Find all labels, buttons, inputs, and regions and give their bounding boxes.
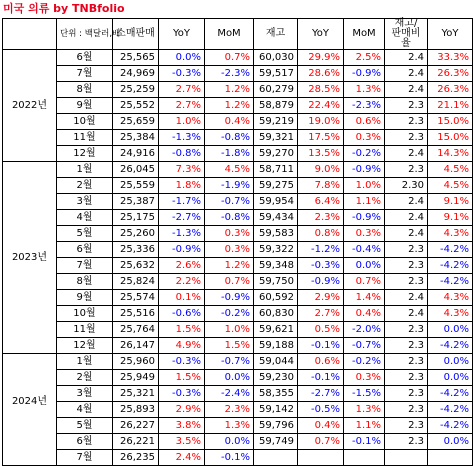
year-label: 2023년 xyxy=(3,162,57,354)
inventory-cell: 59,322 xyxy=(254,242,298,258)
inventory-yoy-cell xyxy=(298,450,344,466)
sales-yoy-cell: 2.7% xyxy=(159,82,205,98)
sales-mom-cell: -0.7% xyxy=(205,354,254,370)
inventory-yoy-cell: 29.9% xyxy=(298,50,344,66)
table-row xyxy=(3,322,473,338)
inv-sales-ratio-cell: 2.3 xyxy=(385,274,428,290)
table-row xyxy=(3,274,473,290)
table-row xyxy=(3,418,473,434)
sales-mom-cell: -1.9% xyxy=(205,178,254,194)
inventory-mom-cell: 1.1% xyxy=(344,194,385,210)
table-row xyxy=(3,354,473,370)
month-cell: 12월 xyxy=(57,146,113,162)
inventory-cell: 59,230 xyxy=(254,370,298,386)
retail-sales-cell: 25,387 xyxy=(113,194,159,210)
table-row xyxy=(3,114,473,130)
sales-mom-cell: 1.3% xyxy=(205,418,254,434)
inventory-cell: 58,711 xyxy=(254,162,298,178)
inventory-yoy-cell: 9.0% xyxy=(298,162,344,178)
sales-mom-cell: 4.5% xyxy=(205,162,254,178)
ratio-yoy-cell xyxy=(428,450,473,466)
table-row xyxy=(3,66,473,82)
inventory-yoy-cell: -1.2% xyxy=(298,242,344,258)
inventory-yoy-cell: 0.4% xyxy=(298,418,344,434)
sales-mom-cell: -0.8% xyxy=(205,210,254,226)
inv-sales-ratio-cell: 2.3 xyxy=(385,130,428,146)
year-header-cell xyxy=(3,19,57,50)
inventory-yoy-cell: 0.8% xyxy=(298,226,344,242)
retail-sales-header: 소매판매 xyxy=(113,19,159,50)
retail-sales-cell: 26,221 xyxy=(113,434,159,450)
inventory-yoy-cell: 0.5% xyxy=(298,322,344,338)
table-row xyxy=(3,98,473,114)
inv-sales-ratio-cell: 2.3 xyxy=(385,418,428,434)
month-cell: 8월 xyxy=(57,274,113,290)
inv-sales-ratio-cell: 2.4 xyxy=(385,194,428,210)
inventory-yoy-cell: -0.1% xyxy=(298,338,344,354)
inventory-mom-cell: -0.1% xyxy=(344,434,385,450)
month-cell: 12월 xyxy=(57,338,113,354)
sales-mom-cell: -0.2% xyxy=(205,306,254,322)
inventory-mom-cell: 1.0% xyxy=(344,178,385,194)
ratio-yoy-cell: 0.0% xyxy=(428,354,473,370)
inventory-yoy-cell: -0.9% xyxy=(298,274,344,290)
retail-sales-cell: 25,175 xyxy=(113,210,159,226)
table-row xyxy=(3,242,473,258)
retail-sales-cell: 25,321 xyxy=(113,386,159,402)
sales-mom-cell: 0.0% xyxy=(205,370,254,386)
inventory-cell: 60,592 xyxy=(254,290,298,306)
ratio-header-text: 재고/ 판매비율 xyxy=(391,18,421,49)
inv-sales-ratio-cell: 2.4 xyxy=(385,290,428,306)
sales-yoy-cell: 1.0% xyxy=(159,114,205,130)
inventory-mom-cell: -0.2% xyxy=(344,146,385,162)
inventory-mom-cell: -2.0% xyxy=(344,322,385,338)
sales-yoy-cell: -0.6% xyxy=(159,306,205,322)
retail-sales-cell: 26,227 xyxy=(113,418,159,434)
inv-sales-ratio-cell: 2.4 xyxy=(385,66,428,82)
table-row xyxy=(3,402,473,418)
table-row xyxy=(3,450,473,466)
month-cell: 7월 xyxy=(57,450,113,466)
table-row xyxy=(3,370,473,386)
inv-sales-ratio-cell: 2.3 xyxy=(385,258,428,274)
inventory-yoy-cell: -0.1% xyxy=(298,370,344,386)
sales-mom-cell: 1.2% xyxy=(205,82,254,98)
table-body xyxy=(3,50,473,466)
month-cell: 11월 xyxy=(57,130,113,146)
retail-sales-cell: 25,565 xyxy=(113,50,159,66)
inventory-mom-cell: 0.3% xyxy=(344,370,385,386)
ratio-yoy-cell: 0.0% xyxy=(428,370,473,386)
sales-yoy-cell: 0.0% xyxy=(159,50,205,66)
inv-sales-ratio-cell: 2.30 xyxy=(385,178,428,194)
ratio-yoy-cell: 9.1% xyxy=(428,194,473,210)
inventory-mom-cell: 1.4% xyxy=(344,290,385,306)
ratio-yoy-cell: 26.3% xyxy=(428,82,473,98)
sales-yoy-cell: -1.3% xyxy=(159,130,205,146)
ratio-yoy-cell: 14.3% xyxy=(428,146,473,162)
retail-sales-cell: 25,960 xyxy=(113,354,159,370)
inventory-cell: 59,044 xyxy=(254,354,298,370)
inv-sales-ratio-cell: 2.4 xyxy=(385,306,428,322)
sales-yoy-cell: -1.7% xyxy=(159,194,205,210)
ratio-yoy-cell: 9.1% xyxy=(428,210,473,226)
month-cell: 6월 xyxy=(57,434,113,450)
ratio-yoy-cell: 33.3% xyxy=(428,50,473,66)
inventory-mom-cell: 1.3% xyxy=(344,402,385,418)
month-cell: 10월 xyxy=(57,306,113,322)
inventory-yoy-cell: 7.8% xyxy=(298,178,344,194)
inv-sales-ratio-cell: 2.4 xyxy=(385,50,428,66)
table-row xyxy=(3,146,473,162)
sales-mom-cell: 1.2% xyxy=(205,258,254,274)
retail-sales-cell: 25,260 xyxy=(113,226,159,242)
table-header-row xyxy=(3,19,473,50)
sales-mom-cell: 0.3% xyxy=(205,242,254,258)
month-cell: 5월 xyxy=(57,226,113,242)
sales-yoy-cell: 1.5% xyxy=(159,322,205,338)
retail-sales-cell: 25,336 xyxy=(113,242,159,258)
table-row xyxy=(3,258,473,274)
inventory-yoy-cell: 17.5% xyxy=(298,130,344,146)
inventory-yoy-cell: 19.0% xyxy=(298,114,344,130)
sales-mom-header: MoM xyxy=(205,19,254,50)
inventory-cell: 59,954 xyxy=(254,194,298,210)
sales-yoy-cell: -0.3% xyxy=(159,354,205,370)
inventory-mom-cell: -0.2% xyxy=(344,354,385,370)
inventory-yoy-cell: 28.5% xyxy=(298,82,344,98)
sales-mom-cell: -1.8% xyxy=(205,146,254,162)
inventory-cell: 59,270 xyxy=(254,146,298,162)
ratio-yoy-cell: 4.5% xyxy=(428,162,473,178)
table-row xyxy=(3,82,473,98)
retail-sales-cell: 25,659 xyxy=(113,114,159,130)
sales-yoy-header: YoY xyxy=(159,19,205,50)
sales-yoy-cell: -2.7% xyxy=(159,210,205,226)
inv-sales-ratio-cell: 2.3 xyxy=(385,98,428,114)
inv-sales-ratio-cell: 2.3 xyxy=(385,354,428,370)
inventory-mom-cell: 2.5% xyxy=(344,50,385,66)
month-cell: 7월 xyxy=(57,258,113,274)
inventory-cell: 59,142 xyxy=(254,402,298,418)
sales-yoy-cell: 1.8% xyxy=(159,178,205,194)
retail-sales-cell: 25,516 xyxy=(113,306,159,322)
inventory-yoy-cell: 6.4% xyxy=(298,194,344,210)
sales-yoy-cell: 2.6% xyxy=(159,258,205,274)
inventory-mom-header: MoM xyxy=(344,19,385,50)
inventory-yoy-cell: 28.6% xyxy=(298,66,344,82)
ratio-yoy-cell: -4.2% xyxy=(428,386,473,402)
inventory-cell: 60,279 xyxy=(254,82,298,98)
inventory-cell: 60,830 xyxy=(254,306,298,322)
inventory-mom-cell: -1.5% xyxy=(344,386,385,402)
retail-sales-cell: 26,147 xyxy=(113,338,159,354)
unit-header: 단위 : 백달러,배 xyxy=(57,19,113,50)
sales-yoy-cell: 2.4% xyxy=(159,450,205,466)
sales-mom-cell: -0.8% xyxy=(205,130,254,146)
month-cell: 3월 xyxy=(57,386,113,402)
inventory-cell: 59,219 xyxy=(254,114,298,130)
ratio-yoy-header: YoY xyxy=(428,19,473,50)
sales-yoy-cell: 4.9% xyxy=(159,338,205,354)
inventory-cell: 59,796 xyxy=(254,418,298,434)
inventory-mom-cell: 0.6% xyxy=(344,114,385,130)
table-row xyxy=(3,130,473,146)
retail-sales-cell: 25,764 xyxy=(113,322,159,338)
retail-sales-cell: 25,949 xyxy=(113,370,159,386)
sales-yoy-cell: 2.2% xyxy=(159,274,205,290)
inventory-mom-cell: 0.0% xyxy=(344,258,385,274)
inventory-mom-cell: 1.1% xyxy=(344,418,385,434)
ratio-yoy-cell: -4.2% xyxy=(428,242,473,258)
inventory-cell: 59,750 xyxy=(254,274,298,290)
inv-sales-ratio-cell: 2.3 xyxy=(385,162,428,178)
inventory-mom-cell: 0.7% xyxy=(344,274,385,290)
retail-sales-cell: 25,559 xyxy=(113,178,159,194)
ratio-yoy-cell: -4.2% xyxy=(428,418,473,434)
inventory-cell: 59,621 xyxy=(254,322,298,338)
inv-sales-ratio-cell: 2.3 xyxy=(385,322,428,338)
retail-sales-cell: 25,574 xyxy=(113,290,159,306)
inventory-yoy-cell: -2.7% xyxy=(298,386,344,402)
inventory-mom-cell: -0.9% xyxy=(344,210,385,226)
table-row xyxy=(3,50,473,66)
inv-sales-ratio-cell: 2.3 xyxy=(385,386,428,402)
sales-mom-cell: -0.9% xyxy=(205,290,254,306)
retail-sales-cell: 25,552 xyxy=(113,98,159,114)
retail-sales-cell: 25,893 xyxy=(113,402,159,418)
month-cell: 9월 xyxy=(57,98,113,114)
sales-yoy-cell: 2.7% xyxy=(159,98,205,114)
sales-yoy-cell: -1.3% xyxy=(159,226,205,242)
table-row xyxy=(3,194,473,210)
ratio-yoy-cell: -4.2% xyxy=(428,338,473,354)
inventory-header: 재고 xyxy=(254,19,298,50)
month-cell: 6월 xyxy=(57,50,113,66)
sales-yoy-cell: 3.5% xyxy=(159,434,205,450)
retail-sales-cell: 24,969 xyxy=(113,66,159,82)
year-label: 2022년 xyxy=(3,50,57,162)
inventory-cell: 59,275 xyxy=(254,178,298,194)
inventory-cell: 60,030 xyxy=(254,50,298,66)
inventory-cell: 59,188 xyxy=(254,338,298,354)
sales-mom-cell: -0.7% xyxy=(205,194,254,210)
ratio-yoy-cell: -4.2% xyxy=(428,402,473,418)
sales-mom-cell: -2.4% xyxy=(205,386,254,402)
inv-sales-ratio-cell: 2.3 xyxy=(385,242,428,258)
sales-mom-cell: 0.3% xyxy=(205,226,254,242)
retail-sales-cell: 25,824 xyxy=(113,274,159,290)
ratio-header xyxy=(385,19,428,50)
inventory-cell: 59,583 xyxy=(254,226,298,242)
ratio-yoy-cell: 26.3% xyxy=(428,66,473,82)
ratio-yoy-cell: 15.0% xyxy=(428,130,473,146)
inv-sales-ratio-cell: 2.4 xyxy=(385,210,428,226)
inv-sales-ratio-cell: 2.3 xyxy=(385,114,428,130)
inv-sales-ratio-cell xyxy=(385,450,428,466)
retail-sales-cell: 25,259 xyxy=(113,82,159,98)
inventory-mom-cell: -2.3% xyxy=(344,98,385,114)
inventory-yoy-cell: 2.7% xyxy=(298,306,344,322)
table-row xyxy=(3,338,473,354)
ratio-yoy-cell: 4.3% xyxy=(428,306,473,322)
inv-sales-ratio-cell: 2.4 xyxy=(385,226,428,242)
inventory-yoy-cell: 0.6% xyxy=(298,354,344,370)
inventory-mom-cell: -0.4% xyxy=(344,242,385,258)
sales-mom-cell: 0.4% xyxy=(205,114,254,130)
inv-sales-ratio-cell: 2.4 xyxy=(385,146,428,162)
sales-mom-cell: 0.0% xyxy=(205,434,254,450)
inventory-cell: 59,749 xyxy=(254,434,298,450)
sales-yoy-cell: -0.3% xyxy=(159,66,205,82)
inventory-yoy-cell: -0.3% xyxy=(298,258,344,274)
inventory-yoy-cell: 2.3% xyxy=(298,210,344,226)
year-label: 2024년 xyxy=(3,354,57,466)
sales-yoy-cell: 3.8% xyxy=(159,418,205,434)
inventory-cell: 59,434 xyxy=(254,210,298,226)
inventory-yoy-cell: 0.7% xyxy=(298,434,344,450)
retail-sales-cell: 25,384 xyxy=(113,130,159,146)
inventory-yoy-header: YoY xyxy=(298,19,344,50)
apparel-data-table xyxy=(2,18,473,466)
month-cell: 8월 xyxy=(57,82,113,98)
sales-yoy-cell: -0.9% xyxy=(159,242,205,258)
sales-yoy-cell: 2.9% xyxy=(159,402,205,418)
table-row xyxy=(3,226,473,242)
ratio-yoy-cell: 0.0% xyxy=(428,434,473,450)
inventory-mom-cell: 0.3% xyxy=(344,226,385,242)
sales-mom-cell: -2.3% xyxy=(205,66,254,82)
inventory-cell: 59,517 xyxy=(254,66,298,82)
ratio-yoy-cell: 4.3% xyxy=(428,226,473,242)
inv-sales-ratio-cell: 2.3 xyxy=(385,370,428,386)
retail-sales-cell: 26,235 xyxy=(113,450,159,466)
sales-yoy-cell: 0.1% xyxy=(159,290,205,306)
table-row xyxy=(3,162,473,178)
table-row xyxy=(3,306,473,322)
table-row xyxy=(3,290,473,306)
month-cell: 7월 xyxy=(57,66,113,82)
month-cell: 4월 xyxy=(57,402,113,418)
ratio-yoy-cell: 4.5% xyxy=(428,178,473,194)
ratio-yoy-cell: 21.1% xyxy=(428,98,473,114)
month-cell: 5월 xyxy=(57,418,113,434)
ratio-yoy-cell: 0.0% xyxy=(428,322,473,338)
sales-mom-cell: 1.2% xyxy=(205,98,254,114)
inventory-mom-cell: -0.7% xyxy=(344,338,385,354)
inventory-cell: 58,879 xyxy=(254,98,298,114)
inv-sales-ratio-cell: 2.3 xyxy=(385,338,428,354)
ratio-yoy-cell: 4.3% xyxy=(428,290,473,306)
inventory-cell: 59,348 xyxy=(254,258,298,274)
inventory-mom-cell: -0.9% xyxy=(344,66,385,82)
month-cell: 1월 xyxy=(57,162,113,178)
sales-yoy-cell: 7.3% xyxy=(159,162,205,178)
retail-sales-cell: 26,045 xyxy=(113,162,159,178)
sales-mom-cell: 1.5% xyxy=(205,338,254,354)
inventory-yoy-cell: 22.4% xyxy=(298,98,344,114)
retail-sales-cell: 24,916 xyxy=(113,146,159,162)
inv-sales-ratio-cell: 2.3 xyxy=(385,434,428,450)
retail-sales-cell: 25,632 xyxy=(113,258,159,274)
sales-mom-cell: 0.7% xyxy=(205,50,254,66)
month-cell: 4월 xyxy=(57,210,113,226)
ratio-yoy-cell: -4.2% xyxy=(428,274,473,290)
sales-mom-cell: 2.3% xyxy=(205,402,254,418)
inventory-yoy-cell: -0.5% xyxy=(298,402,344,418)
month-cell: 2월 xyxy=(57,370,113,386)
inventory-mom-cell xyxy=(344,450,385,466)
table-row xyxy=(3,210,473,226)
inventory-yoy-cell: 2.9% xyxy=(298,290,344,306)
sales-mom-cell: 1.0% xyxy=(205,322,254,338)
inventory-mom-cell: 0.4% xyxy=(344,306,385,322)
sales-mom-cell: -0.1% xyxy=(205,450,254,466)
month-cell: 2월 xyxy=(57,178,113,194)
inv-sales-ratio-cell: 2.4 xyxy=(385,82,428,98)
table-row xyxy=(3,178,473,194)
sales-yoy-cell: -0.3% xyxy=(159,386,205,402)
inventory-cell: 58,355 xyxy=(254,386,298,402)
table-row xyxy=(3,434,473,450)
table-row xyxy=(3,386,473,402)
month-cell: 1월 xyxy=(57,354,113,370)
inventory-mom-cell: 0.3% xyxy=(344,130,385,146)
sales-mom-cell: 0.7% xyxy=(205,274,254,290)
ratio-yoy-cell: 15.0% xyxy=(428,114,473,130)
month-cell: 6월 xyxy=(57,242,113,258)
sales-yoy-cell: 1.5% xyxy=(159,370,205,386)
inventory-cell: 59,321 xyxy=(254,130,298,146)
inventory-mom-cell: 1.3% xyxy=(344,82,385,98)
inventory-cell xyxy=(254,450,298,466)
month-cell: 10월 xyxy=(57,114,113,130)
month-cell: 9월 xyxy=(57,290,113,306)
page-title: 미국 의류 by TNBfolio xyxy=(3,2,125,15)
inv-sales-ratio-cell: 2.3 xyxy=(385,402,428,418)
sales-yoy-cell: -0.8% xyxy=(159,146,205,162)
inventory-yoy-cell: 13.5% xyxy=(298,146,344,162)
month-cell: 3월 xyxy=(57,194,113,210)
inventory-mom-cell: -0.9% xyxy=(344,162,385,178)
month-cell: 11월 xyxy=(57,322,113,338)
ratio-yoy-cell: -4.2% xyxy=(428,258,473,274)
